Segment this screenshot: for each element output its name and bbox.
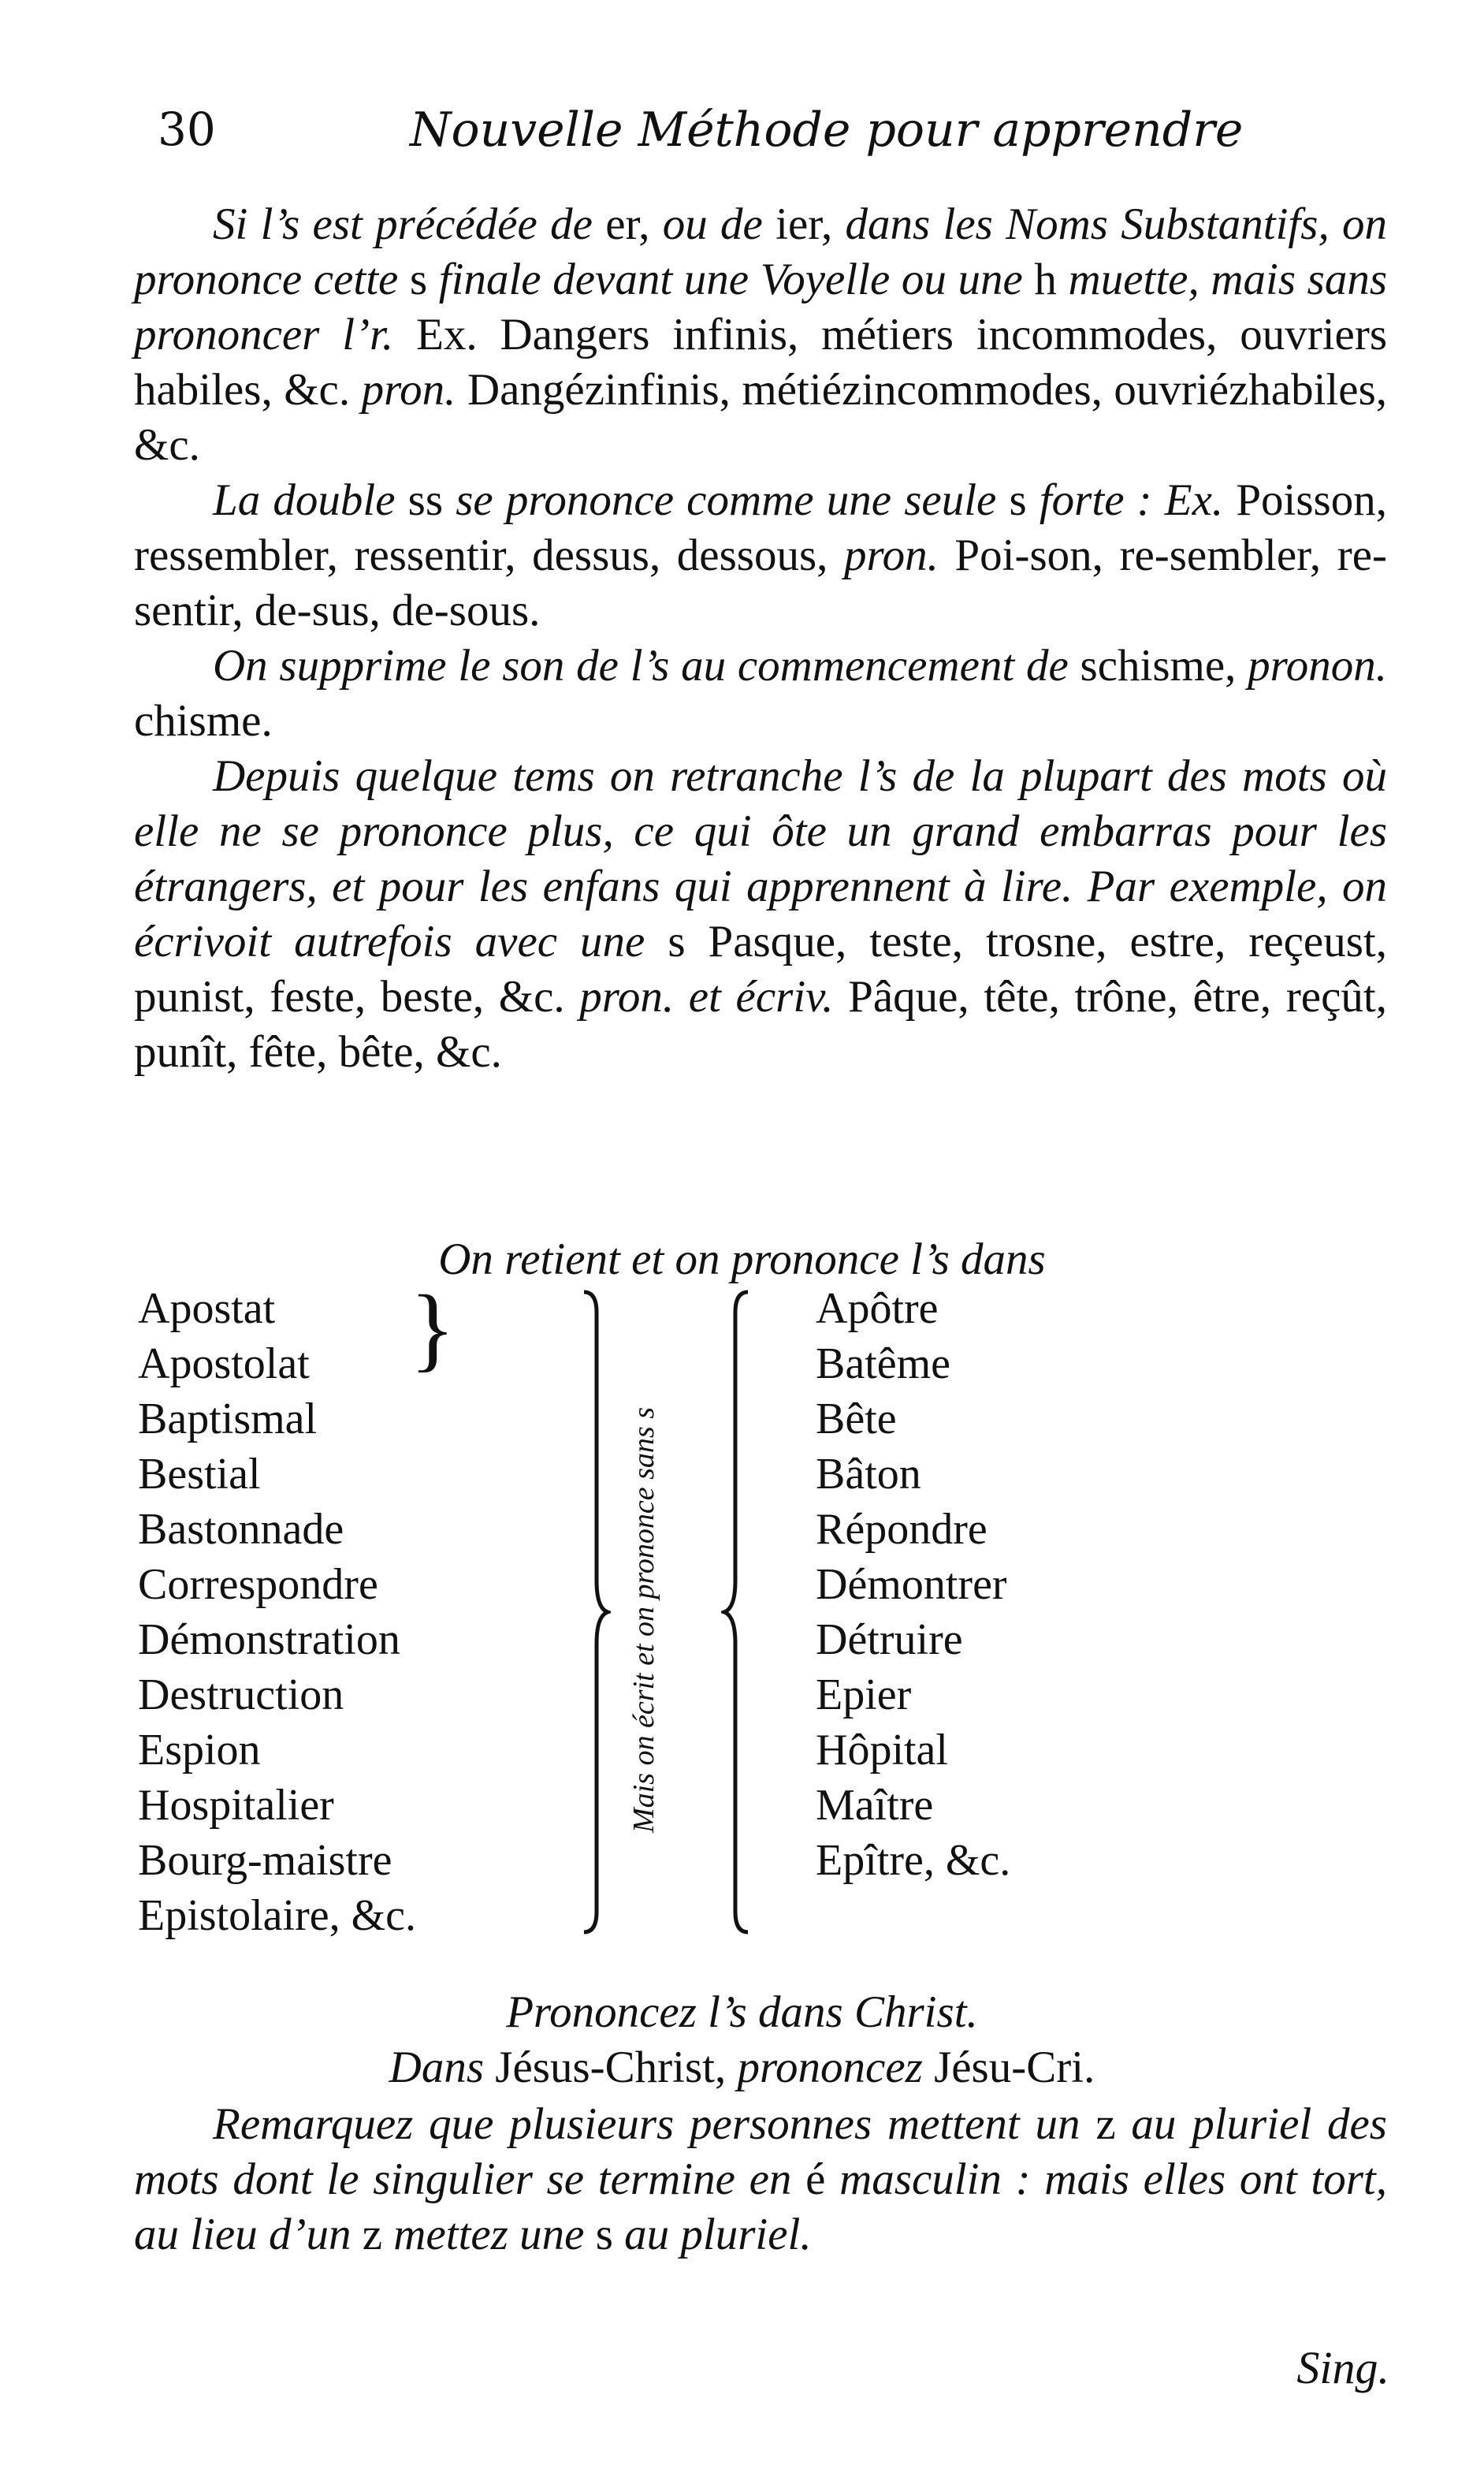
paragraph-er-ier (134, 197, 1387, 473)
text-segment: Poi-son, re-sembler, re-sentir, de-sus, de-sous. (134, 531, 1387, 635)
text-segment: Depuis quelque tems on retranche l’s de la plupart des mots où elle ne se prononce plus, ce qui ôte un grand embarras pour les étrangers, et pour les enfans qui apprennent à lire. Par exemple, on écrivoit autrefois avec une (134, 751, 1387, 966)
left-word: Bastonnade (138, 1505, 344, 1554)
running-title: Nouvelle Méthode pour apprendre (410, 102, 1244, 158)
page-number: 30 (158, 102, 216, 156)
text-segment: Poisson, ressembler, ressentir, dessus, dessous, (134, 475, 1387, 580)
right-word-column (816, 1281, 1010, 1888)
text-segment: Dangézinfinis, métiézincommodes, ouvriézhabiles, &c. (134, 365, 1387, 470)
jesus-line (0, 2042, 1484, 2093)
text-segment: finale devant une Voyelle ou une (438, 255, 1035, 304)
left-word: Hospitalier (138, 1781, 334, 1830)
brace-svg (721, 1289, 753, 1935)
text-segment: schisme, (1080, 641, 1248, 691)
text-segment: z (1095, 2099, 1132, 2149)
right-word: Batême (816, 1339, 951, 1388)
text-segment: Si l’s est précédée de (213, 199, 606, 249)
right-word: Epier (816, 1670, 912, 1719)
text-segment: La double (213, 475, 408, 525)
text-segment: pronon. (1248, 641, 1387, 691)
left-word: Bestial (138, 1450, 261, 1499)
right-word: Epître, &c. (816, 1836, 1011, 1885)
text-segment: masculin : mais elles ont tort, au lieu d’un (134, 2154, 1387, 2259)
left-word: Baptismal (138, 1395, 318, 1443)
paragraph-pluriel (134, 2097, 1387, 2262)
right-word: Bâton (816, 1450, 921, 1499)
text-segment: au pluriel. (624, 2210, 812, 2259)
text-segment: pron. (844, 531, 955, 580)
text-segment: s (409, 255, 439, 304)
text-segment: dans les Noms Substantifs, on prononce cette (134, 199, 1387, 304)
text-segment: ier, (775, 199, 846, 249)
text-segment: s (1009, 475, 1040, 525)
vertical-note: Mais on écrit et on prononce sans s (627, 1406, 660, 1834)
body-text (134, 197, 1387, 1080)
left-word: Epistolaire, &c. (138, 1891, 417, 1940)
text-segment: On supprime le son de l’s au commencement de (213, 641, 1080, 691)
right-word: Apôtre (816, 1284, 939, 1333)
left-word: Bourg-maistre (138, 1836, 392, 1885)
left-word: Correspondre (138, 1560, 378, 1609)
left-word-column (138, 1281, 416, 1943)
text-segment: mettez une (393, 2210, 596, 2259)
word-table (138, 1275, 1399, 1943)
text-segment: Pâque, tête, trône, être, reçût, punît, fête, bête, &c. (134, 972, 1387, 1077)
christ-line: Prononcez l’s dans Christ. (506, 1987, 978, 2037)
text-segment: é (805, 2154, 840, 2204)
text-segment: Ex. Dangers infinis, métiers incommodes, ouvriers habiles, &c. (134, 310, 1388, 415)
text-segment: se prononce comme une seule (456, 475, 1010, 525)
text-segment: Pasque, teste, trosne, estre, reçeust, punist, feste, beste, &c. (134, 917, 1387, 1022)
text-segment: ss (407, 475, 456, 525)
text-segment: h (1034, 255, 1069, 304)
small-brace-icon: } (410, 1275, 456, 1380)
text-segment: pron. et écriv. (579, 972, 849, 1022)
right-word: Démontrer (816, 1560, 1007, 1609)
table-heading: On retient et on prononce l’s dans (438, 1234, 1046, 1284)
text-segment: pron. (361, 365, 467, 415)
text-segment: s (668, 917, 709, 966)
final-paragraph (134, 2097, 1387, 2262)
left-word: Apostat (138, 1284, 276, 1333)
left-word: Espion (138, 1726, 261, 1774)
text-segment: au pluriel des mots dont le singulier se termine en (134, 2099, 1387, 2204)
right-word: Hôpital (816, 1726, 948, 1774)
text-segment: Remarquez que plusieurs personnes mettent un (213, 2099, 1096, 2149)
text-segment: er, (605, 199, 663, 249)
paragraph-double-ss (134, 473, 1387, 639)
catchword: Sing. (1296, 2342, 1389, 2393)
left-word: Apostolat (138, 1339, 310, 1388)
text-segment: ou de (662, 199, 776, 249)
right-word: Maître (816, 1781, 934, 1830)
left-word: Démonstration (138, 1615, 400, 1664)
page-header (158, 102, 1387, 173)
jesus-prefix: Dans (389, 2043, 485, 2092)
paragraph-retranche (134, 749, 1387, 1080)
text-segment: s (595, 2210, 625, 2259)
text-segment: z (362, 2210, 394, 2259)
jesus-word: Jésus-Christ, (495, 2043, 727, 2092)
brace-svg (579, 1289, 611, 1935)
text-segment: muette, mais sans prononcer l’r. (134, 255, 1388, 359)
jesus-pron: Jésu-Cri. (934, 2043, 1095, 2092)
right-brace-icon (579, 1289, 611, 1935)
right-word: Répondre (816, 1505, 987, 1554)
text-segment: chisme. (134, 696, 273, 746)
text-segment: forte : Ex. (1039, 475, 1237, 525)
paragraph-schisme (134, 639, 1387, 749)
right-word: Détruire (816, 1615, 963, 1664)
right-word: Bête (816, 1395, 897, 1443)
jesus-middle: prononcez (737, 2043, 923, 2092)
left-brace-icon (721, 1289, 753, 1935)
left-word: Destruction (138, 1670, 344, 1719)
